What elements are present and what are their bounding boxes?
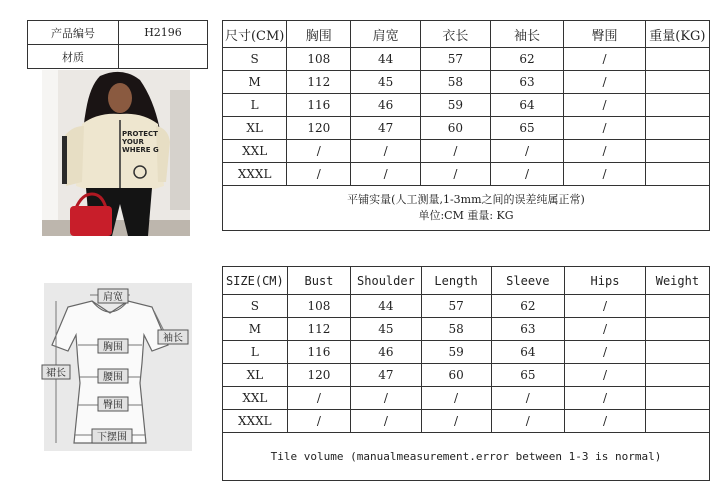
table-cell: 57 xyxy=(421,48,491,71)
table-cell: / xyxy=(565,364,646,387)
table-cell: 64 xyxy=(490,94,564,117)
table-cell: / xyxy=(491,410,565,433)
table-header-row xyxy=(223,21,710,48)
table-cell xyxy=(645,117,709,140)
table-cell: S xyxy=(223,48,287,71)
table-cell: 47 xyxy=(351,364,421,387)
product-code-label: 产品编号 xyxy=(28,21,119,45)
material-value xyxy=(119,45,208,69)
table-cell: 62 xyxy=(490,48,564,71)
measurement-note-line2: 单位:CM 重量: KG xyxy=(418,209,514,222)
table-cell: XL xyxy=(223,364,288,387)
table-cell xyxy=(645,341,709,364)
header-weight: 重量(KG) xyxy=(645,21,709,48)
table-cell: 59 xyxy=(421,341,491,364)
table-row xyxy=(223,140,710,163)
table-cell: / xyxy=(565,295,646,318)
table-cell: XL xyxy=(223,117,287,140)
table-cell: M xyxy=(223,318,288,341)
table-row xyxy=(223,364,710,387)
header-length: Length xyxy=(421,267,491,295)
model-illustration xyxy=(42,70,190,236)
label-shoulder: 肩宽 xyxy=(103,292,123,303)
table-row xyxy=(223,48,710,71)
table-cell: / xyxy=(564,140,645,163)
table-cell: / xyxy=(351,387,421,410)
table-cell: / xyxy=(490,163,564,186)
table-cell: / xyxy=(564,163,645,186)
table-cell: 60 xyxy=(421,117,491,140)
table-cell: XXL xyxy=(223,387,288,410)
table-cell: / xyxy=(490,140,564,163)
table-cell: / xyxy=(565,410,646,433)
table-cell: / xyxy=(421,163,491,186)
header-bust: Bust xyxy=(287,267,350,295)
table-cell: 45 xyxy=(351,71,421,94)
table-cell: 112 xyxy=(287,318,350,341)
label-length: 裙长 xyxy=(46,368,66,379)
jacket-print-line3: WHERE G xyxy=(122,146,159,154)
label-hips: 臀围 xyxy=(103,400,123,411)
table-cell: 120 xyxy=(287,117,351,140)
table-cell: 62 xyxy=(491,295,565,318)
label-bust: 胸围 xyxy=(103,342,123,353)
table-cell: 58 xyxy=(421,71,491,94)
table-cell: 45 xyxy=(351,318,421,341)
table-cell: / xyxy=(565,341,646,364)
table-cell: XXXL xyxy=(223,163,287,186)
table-cell: 65 xyxy=(491,364,565,387)
label-waist: 腰围 xyxy=(103,372,123,383)
table-cell: 108 xyxy=(287,295,350,318)
table-cell: / xyxy=(351,163,421,186)
table-cell: / xyxy=(565,387,646,410)
size-table-chinese xyxy=(222,20,710,231)
table-cell xyxy=(645,48,709,71)
material-label: 材质 xyxy=(28,45,119,69)
table-cell xyxy=(645,163,709,186)
dress-outline-diagram xyxy=(30,283,193,451)
table-cell: 47 xyxy=(351,117,421,140)
table-note-row xyxy=(223,186,710,231)
table-cell: 59 xyxy=(421,94,491,117)
table-row xyxy=(223,341,710,364)
header-sleeve: 袖长 xyxy=(490,21,564,48)
jacket-print-line2: YOUR xyxy=(122,138,144,146)
table-cell: / xyxy=(351,410,421,433)
header-hips: 臀围 xyxy=(564,21,645,48)
table-cell: 46 xyxy=(351,341,421,364)
table-cell: / xyxy=(491,387,565,410)
table-cell: / xyxy=(351,140,421,163)
table-note-row xyxy=(223,433,710,481)
table-cell: L xyxy=(223,341,288,364)
table-cell xyxy=(645,364,709,387)
table-cell xyxy=(645,318,709,341)
table-row xyxy=(223,117,710,140)
table-cell: 44 xyxy=(351,295,421,318)
table-row xyxy=(223,387,710,410)
measurement-note-english: Tile volume (manualmeasurement.error between 1-3 is normal) xyxy=(223,433,710,481)
table-cell: / xyxy=(421,140,491,163)
table-cell: M xyxy=(223,71,287,94)
product-photo xyxy=(42,70,190,236)
header-weight: Weight xyxy=(645,267,709,295)
measurement-note-line1: 平铺实量(人工测量,1-3mm之间的误差纯属正常) xyxy=(347,193,585,206)
table-row xyxy=(223,295,710,318)
header-length: 衣长 xyxy=(421,21,491,48)
table-cell: 46 xyxy=(351,94,421,117)
table-cell: / xyxy=(421,387,491,410)
table-cell: / xyxy=(564,117,645,140)
table-row xyxy=(223,163,710,186)
table-cell xyxy=(645,140,709,163)
table-header-row xyxy=(223,267,710,295)
table-cell: / xyxy=(287,140,351,163)
table-cell: / xyxy=(287,163,351,186)
label-hem: 下摆围 xyxy=(97,432,127,443)
table-cell: / xyxy=(564,48,645,71)
table-cell: / xyxy=(565,318,646,341)
table-cell: S xyxy=(223,295,288,318)
table-row xyxy=(223,71,710,94)
table-cell: XXXL xyxy=(223,410,288,433)
table-cell: / xyxy=(564,71,645,94)
table-cell: 120 xyxy=(287,364,350,387)
table-row xyxy=(28,45,208,69)
header-hips: Hips xyxy=(565,267,646,295)
header-sleeve: Sleeve xyxy=(491,267,565,295)
measurement-note xyxy=(223,186,710,231)
table-cell: XXL xyxy=(223,140,287,163)
table-row xyxy=(28,21,208,45)
jacket-print-line1: PROTECT xyxy=(122,130,158,138)
measurement-diagram xyxy=(30,283,193,451)
table-cell: 112 xyxy=(287,71,351,94)
table-row xyxy=(223,410,710,433)
table-cell xyxy=(645,410,709,433)
table-cell: 63 xyxy=(491,318,565,341)
table-cell: / xyxy=(564,94,645,117)
table-cell: 58 xyxy=(421,318,491,341)
table-cell: L xyxy=(223,94,287,117)
table-row xyxy=(223,94,710,117)
table-cell xyxy=(645,94,709,117)
table-cell xyxy=(645,71,709,94)
header-bust: 胸围 xyxy=(287,21,351,48)
table-cell: 108 xyxy=(287,48,351,71)
product-info-table xyxy=(27,20,208,69)
table-cell: / xyxy=(287,387,350,410)
size-table-english xyxy=(222,266,710,481)
table-row xyxy=(223,318,710,341)
table-cell: / xyxy=(421,410,491,433)
table-cell: 57 xyxy=(421,295,491,318)
table-cell: 63 xyxy=(490,71,564,94)
header-shoulder: 肩宽 xyxy=(351,21,421,48)
product-code-value: H2196 xyxy=(119,21,208,45)
table-cell xyxy=(645,295,709,318)
header-shoulder: Shoulder xyxy=(351,267,421,295)
table-cell: 60 xyxy=(421,364,491,387)
header-size: 尺寸(CM) xyxy=(223,21,287,48)
table-cell: 65 xyxy=(490,117,564,140)
table-cell: 116 xyxy=(287,94,351,117)
table-cell: / xyxy=(287,410,350,433)
table-cell: 44 xyxy=(351,48,421,71)
table-cell: 116 xyxy=(287,341,350,364)
table-cell: 64 xyxy=(491,341,565,364)
label-sleeve: 袖长 xyxy=(163,333,183,344)
table-cell xyxy=(645,387,709,410)
header-size: SIZE(CM) xyxy=(223,267,288,295)
